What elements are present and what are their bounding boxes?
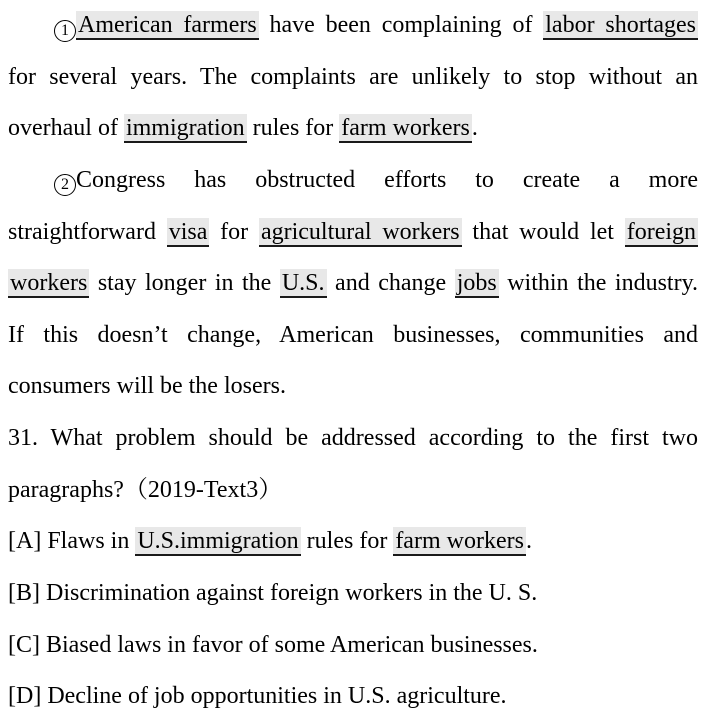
text-segment: consumers will be the losers. (8, 373, 286, 400)
highlighted-term: U.S.immigration (137, 528, 299, 555)
text-segment: have been complaining of (258, 12, 544, 38)
paragraph-number-circle: 1 (54, 20, 76, 42)
text-segment: and change (326, 270, 455, 297)
text-segment: Congress has obstructed efforts to create a more (76, 166, 698, 193)
text-line (8, 465, 698, 517)
text-line (8, 310, 698, 362)
highlighted-term: agricultural workers (260, 218, 460, 245)
highlighted-term: foreign (626, 218, 697, 245)
text-segment: that would let (461, 218, 625, 245)
text-segment: rules for (300, 528, 394, 555)
text-segment: for several years. The complaints are unlikely to stop without an (8, 63, 698, 90)
text-segment: overhaul of (8, 115, 124, 142)
highlighted-term: farm workers (341, 115, 470, 142)
text-line (8, 361, 698, 413)
text-line (8, 207, 698, 259)
text-segment: . (525, 528, 532, 555)
text-segment: [D] Decline of job opportunities in U.S. agriculture. (8, 683, 507, 710)
text-segment: [C] Biased laws in favor of some American businesses. (8, 631, 538, 658)
highlighted-term: labor shortages (545, 12, 696, 38)
text-line (8, 671, 698, 723)
text-segment: If this doesn’t change, American businesses, communities and (8, 321, 698, 348)
text-segment: [B] Discrimination against foreign workers in the U. S. (8, 579, 538, 606)
highlighted-term: workers (10, 270, 88, 297)
text-line (8, 413, 698, 465)
text-line (8, 568, 698, 620)
text-line (8, 516, 698, 568)
text-segment: within the industry. (498, 270, 699, 297)
text-segment: 31. What problem should be addressed according to the first two (8, 425, 698, 451)
text-line (8, 103, 698, 155)
text-segment: . (471, 115, 478, 142)
highlighted-term: visa (168, 218, 208, 245)
highlighted-term: U.S. (281, 270, 325, 297)
text-line (8, 0, 698, 52)
text-segment: [A] Flaws in (8, 528, 136, 555)
highlighted-term: jobs (456, 270, 497, 297)
text-segment: for (209, 218, 259, 245)
highlighted-term: farm workers (395, 528, 524, 555)
text-segment: rules for (246, 115, 340, 142)
highlighted-term: American farmers (78, 12, 257, 38)
text-segment: paragraphs?（2019-Text3） (8, 476, 283, 503)
text-line (8, 155, 698, 207)
text-line (8, 258, 698, 310)
highlighted-term: immigration (125, 115, 245, 142)
text-line (8, 620, 698, 672)
text-line (8, 52, 698, 104)
text-segment: stay longer in the (89, 270, 280, 297)
paragraph-number-circle: 2 (54, 174, 76, 196)
text-segment: straightforward (8, 218, 167, 245)
